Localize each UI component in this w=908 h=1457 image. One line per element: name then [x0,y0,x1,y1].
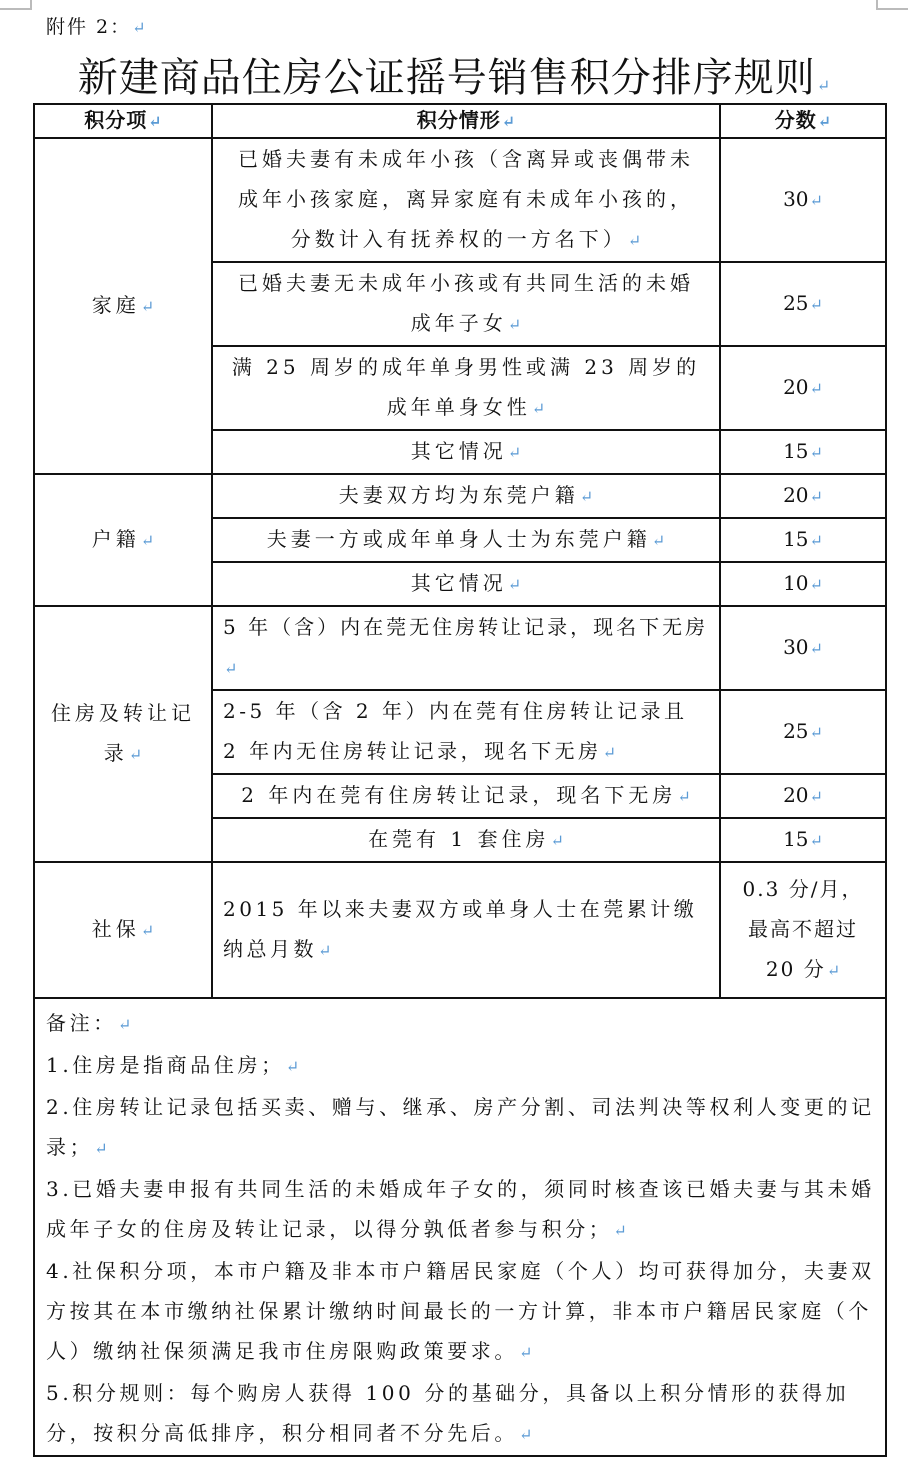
score-cell: 20 ↵ [720,474,886,518]
note-item: 2.住房转让记录包括买卖、赠与、继承、房产分割、司法判决等权利人变更的记录； ↵ [46,1087,875,1169]
table-row [34,138,886,262]
category-cell: 住房及转让记录 ↵ [34,606,212,862]
condition-cell: 夫妻双方均为东莞户籍 ↵ [212,474,720,518]
category-cell: 社保 ↵ [34,862,212,998]
condition-cell: 满 25 周岁的成年单身男性或满 23 周岁的成年单身女性 ↵ [212,346,720,430]
condition-cell: 2015 年以来夫妻双方或单身人士在莞累计缴纳总月数 ↵ [212,862,720,998]
return-mark-icon [816,55,830,101]
condition-cell: 夫妻一方或成年单身人士为东莞户籍 ↵ [212,518,720,562]
table-header-row [34,104,886,138]
condition-cell: 5 年（含）内在莞无住房转让记录，现名下无房 ↵ [212,606,720,690]
condition-cell: 已婚夫妻无未成年小孩或有共同生活的未婚成年子女 ↵ [212,262,720,346]
table-row [34,862,886,998]
notes-heading: 备注： ↵ [46,1003,875,1045]
header-category: 积分项 ↵ [34,104,212,138]
score-cell: 25 ↵ [720,690,886,774]
score-cell: 0.3 分/月，最高不超过 20 分 ↵ [720,862,886,998]
page-corner-mark [0,0,32,10]
scoring-table [33,103,887,1457]
condition-cell: 已婚夫妻有未成年小孩（含离异或丧偶带未成年小孩家庭，离异家庭有未成年小孩的，分数计入有抚养权的一方名下） ↵ [212,138,720,262]
score-cell: 30 ↵ [720,606,886,690]
note-item: 1.住房是指商品住房； ↵ [46,1045,875,1087]
score-cell: 15 ↵ [720,518,886,562]
notes-cell [34,998,886,1456]
score-cell: 25 ↵ [720,262,886,346]
category-cell: 家庭 ↵ [34,138,212,474]
header-score: 分数 ↵ [720,104,886,138]
note-item: 5.积分规则：每个购房人获得 100 分的基础分，具备以上积分情形的获得加分，按积分高低排序，积分相同者不分先后。 ↵ [46,1373,875,1455]
condition-cell: 其它情况 ↵ [212,562,720,606]
note-item: 4.社保积分项，本市户籍及非本市户籍居民家庭（个人）均可获得加分，夫妻双方按其在本市缴纳社保累计缴纳时间最长的一方计算，非本市户籍居民家庭（个人）缴纳社保须满足我市住房限购政策要求。 ↵ [46,1251,875,1373]
document-title [0,46,908,103]
score-cell: 10 ↵ [720,562,886,606]
table-row [34,474,886,518]
condition-cell: 2 年内在莞有住房转让记录，现名下无房 ↵ [212,774,720,818]
category-cell: 户籍 ↵ [34,474,212,606]
score-cell: 20 ↵ [720,774,886,818]
attachment-label: 附件 2： ↵ [46,12,146,39]
condition-cell: 在莞有 1 套住房 ↵ [212,818,720,862]
condition-cell: 2-5 年（含 2 年）内在莞有住房转让记录且 2 年内无住房转让记录，现名下无房 ↵ [212,690,720,774]
condition-cell: 其它情况 ↵ [212,430,720,474]
note-item: 3.已婚夫妻申报有共同生活的未婚成年子女的，须同时核查该已婚夫妻与其未婚成年子女的住房及转让记录，以得分孰低者参与积分； ↵ [46,1169,875,1251]
score-cell: 20 ↵ [720,346,886,430]
score-cell: 15 ↵ [720,818,886,862]
score-cell: 15 ↵ [720,430,886,474]
title-text: 新建商品住房公证摇号销售积分排序规则 [77,55,816,101]
header-condition: 积分情形 ↵ [212,104,720,138]
page-corner-mark [876,0,908,10]
table-row [34,606,886,690]
notes-row [34,998,886,1456]
score-cell: 30 ↵ [720,138,886,262]
